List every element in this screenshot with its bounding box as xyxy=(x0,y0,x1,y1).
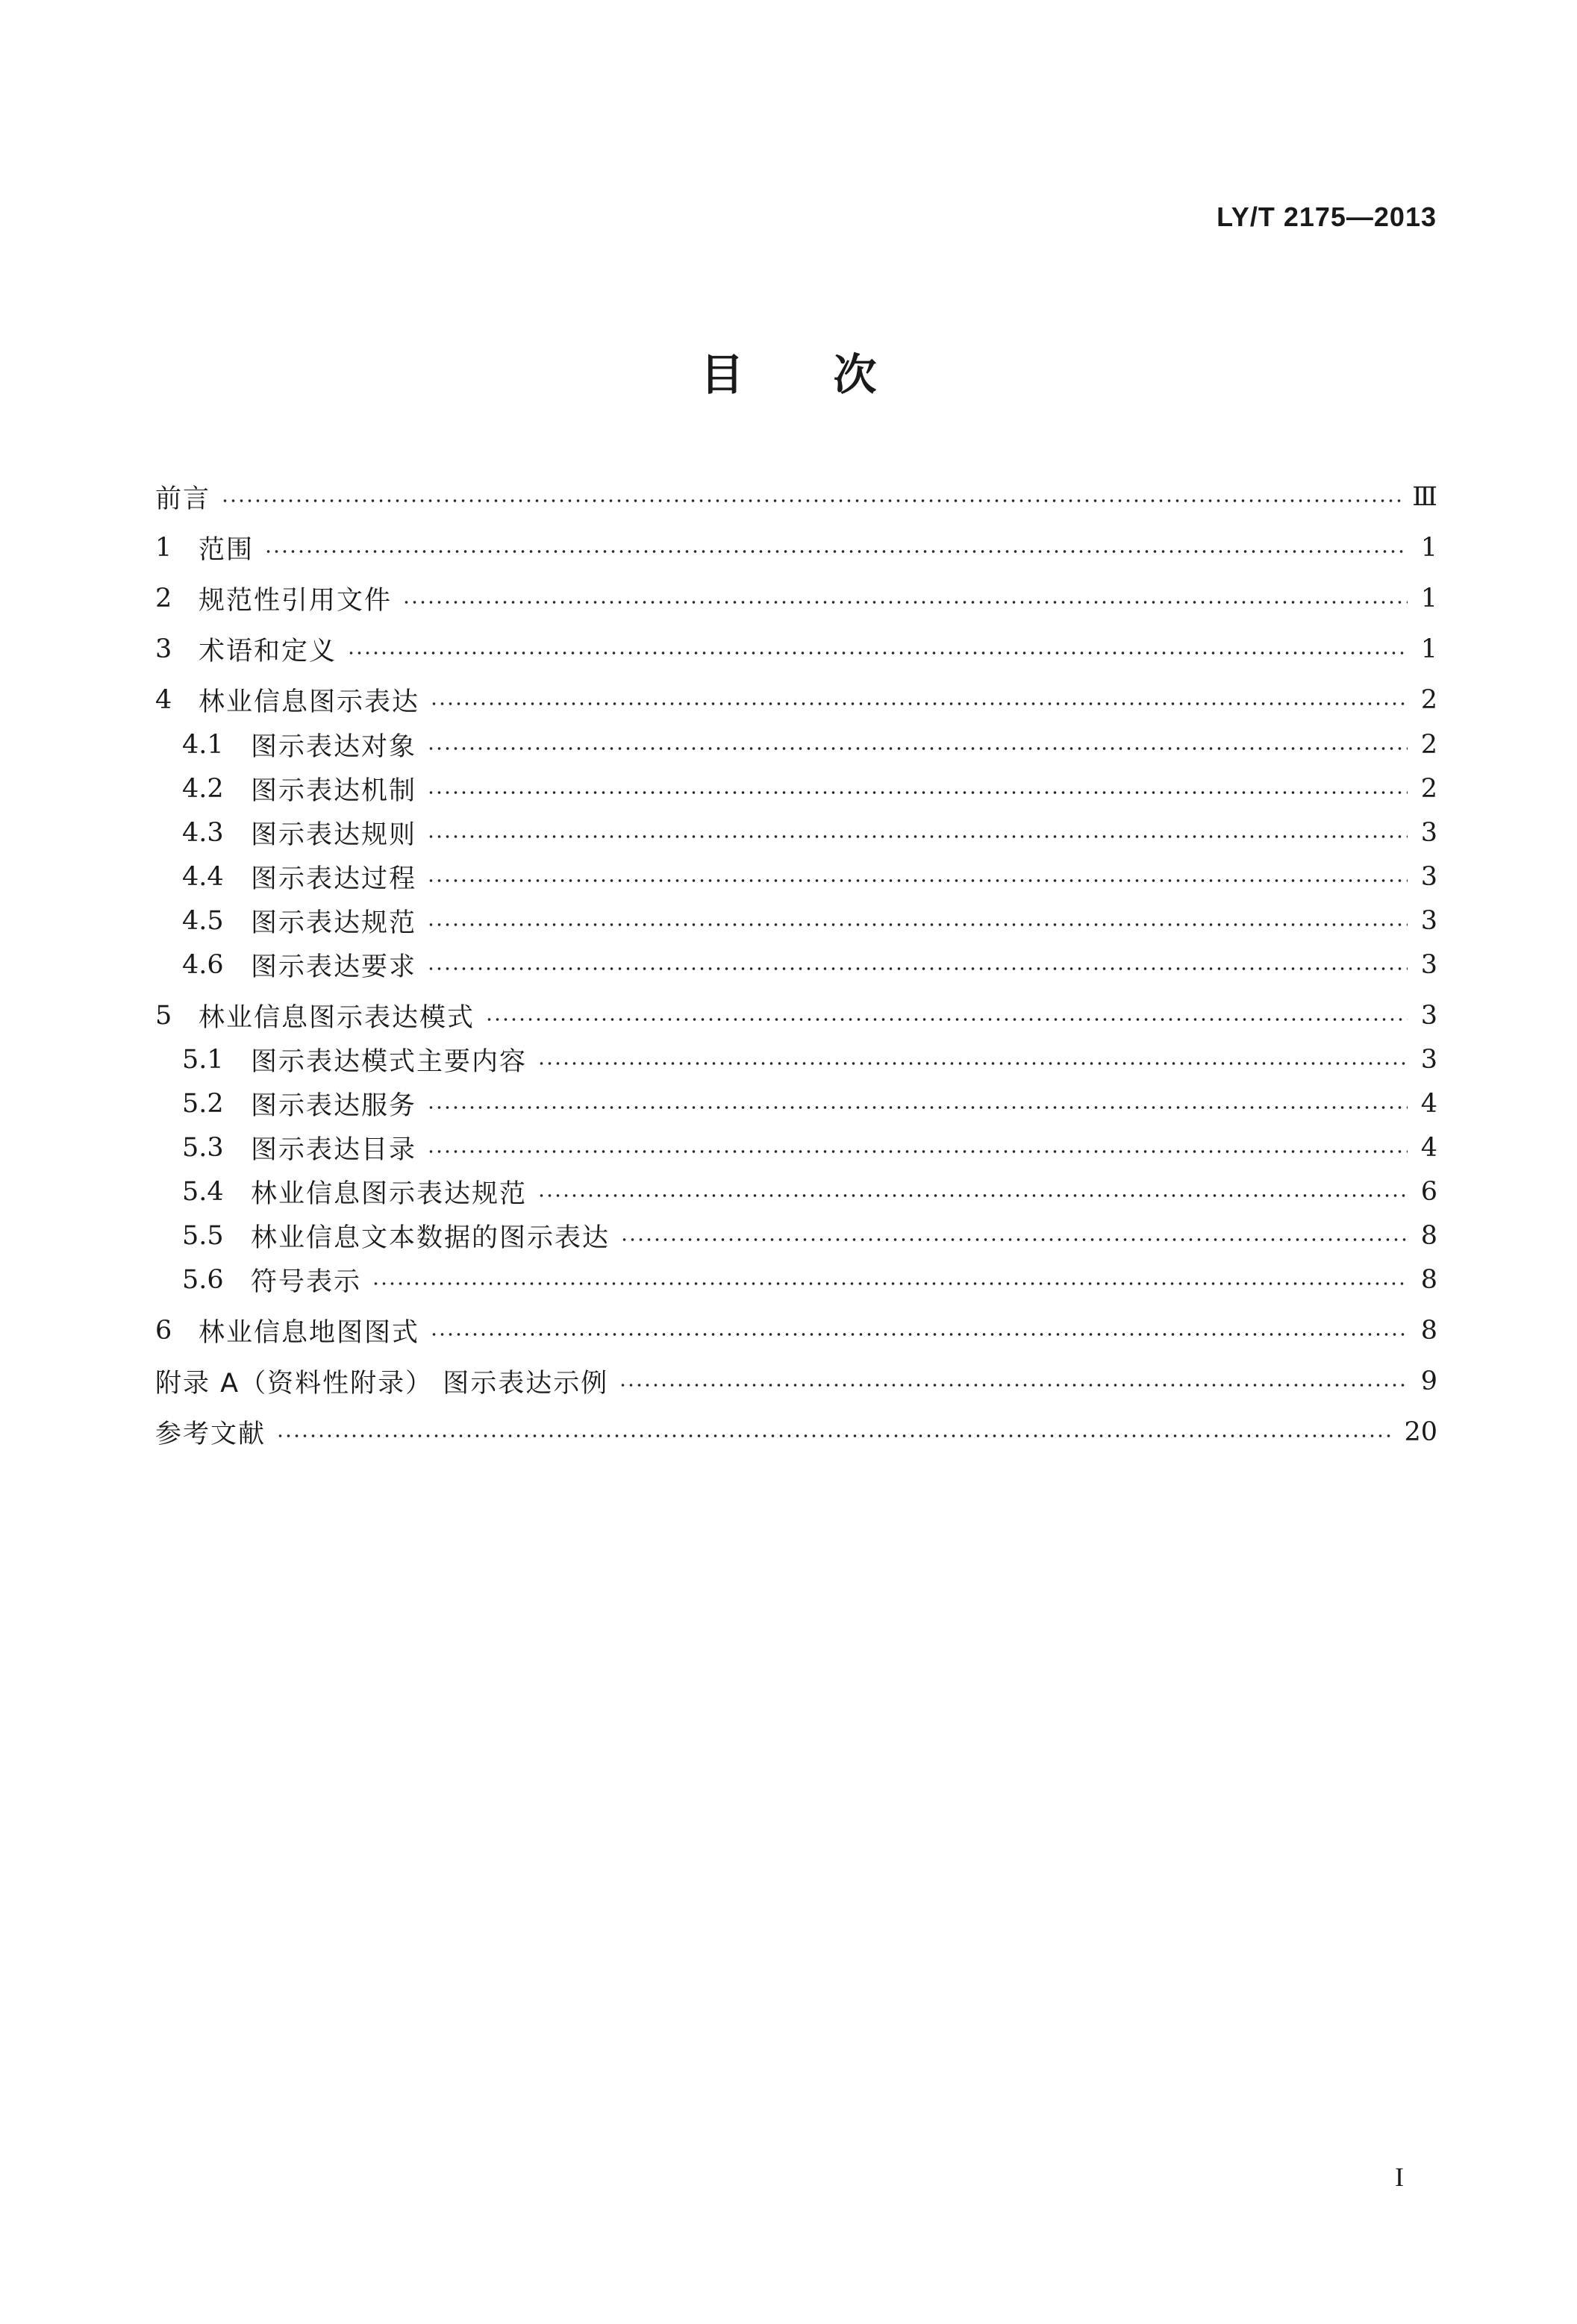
dot-leader xyxy=(372,1280,1408,1287)
toc-entry[interactable] xyxy=(155,681,1437,719)
toc-entry-page: 4 xyxy=(1420,1133,1437,1163)
toc-entry-page: 2 xyxy=(1420,774,1437,804)
toc-entry-label: 术语和定义 xyxy=(199,637,337,666)
toc-subentry[interactable] xyxy=(155,1172,1437,1211)
toc-subentry[interactable] xyxy=(155,1128,1437,1167)
toc-entry-page: 1 xyxy=(1420,634,1437,664)
dot-leader xyxy=(402,599,1408,606)
dot-leader xyxy=(620,1236,1408,1243)
dot-leader xyxy=(347,649,1408,657)
toc-entry-label: 图示表达机制 xyxy=(251,776,417,806)
toc-entry-page: 3 xyxy=(1420,862,1437,892)
toc-entry-number: 5.2 xyxy=(182,1089,224,1119)
toc-entry-number: 5.1 xyxy=(182,1045,224,1075)
dot-leader xyxy=(427,1148,1408,1155)
dot-leader xyxy=(619,1381,1408,1389)
toc-entry-number: 5.3 xyxy=(182,1133,224,1163)
dot-leader xyxy=(427,965,1408,972)
dot-leader xyxy=(276,1432,1393,1440)
toc-entry-page: 2 xyxy=(1420,730,1437,760)
dot-leader xyxy=(430,700,1408,707)
toc-entry-label: 范围 xyxy=(199,535,254,565)
toc-entry-number: 5 xyxy=(155,1001,172,1031)
toc-entry-label: 前言 xyxy=(155,484,211,514)
toc-entry-page: 3 xyxy=(1420,1045,1437,1075)
toc-entry-number: 5.4 xyxy=(182,1177,224,1207)
toc-entry-page: 6 xyxy=(1420,1177,1437,1207)
toc-entry-number: 4.1 xyxy=(182,730,224,760)
toc-entry[interactable] xyxy=(155,1311,1437,1350)
toc-entry-number: 3 xyxy=(155,634,172,664)
toc-subentry[interactable] xyxy=(155,1261,1437,1299)
dot-leader xyxy=(427,1104,1408,1111)
toc-entry-number: 4.6 xyxy=(182,950,224,980)
toc-entry-label: 图示表达规范 xyxy=(251,908,417,938)
toc-entry-number: 1 xyxy=(155,533,172,563)
toc-entry-number: 4 xyxy=(155,685,172,715)
dot-leader xyxy=(427,921,1408,928)
toc-entry[interactable] xyxy=(155,1413,1437,1452)
toc-entry-label: 林业信息图示表达模式 xyxy=(199,1003,475,1033)
toc-subentry[interactable] xyxy=(155,1084,1437,1123)
toc-entry-page: 9 xyxy=(1420,1366,1437,1396)
toc-entry[interactable] xyxy=(155,528,1437,567)
dot-leader xyxy=(427,745,1408,752)
toc-subentry[interactable] xyxy=(155,858,1437,896)
toc-entry-label: 林业信息图示表达规范 xyxy=(251,1179,528,1209)
toc-entry[interactable] xyxy=(155,579,1437,618)
toc-subentry[interactable] xyxy=(155,902,1437,940)
toc-entry-label: 图示表达服务 xyxy=(251,1091,417,1121)
toc-entry-label: 参考文献 xyxy=(155,1419,266,1449)
toc-entry-number: 4.2 xyxy=(182,774,224,804)
toc-entry-number: 5.6 xyxy=(182,1265,224,1295)
toc-entry-label: 林业信息地图图式 xyxy=(199,1318,420,1348)
dot-leader xyxy=(427,789,1408,796)
toc-entry-label: 图示表达对象 xyxy=(251,732,417,762)
toc-entry-page: 3 xyxy=(1420,906,1437,936)
toc-entry-label: 图示表达目录 xyxy=(251,1135,417,1165)
toc-entry-label: 林业信息图示表达 xyxy=(199,687,420,717)
toc-entry-page: 3 xyxy=(1420,818,1437,848)
standard-code: LY/T 2175—2013 xyxy=(1217,202,1437,232)
toc-title xyxy=(0,340,1577,402)
toc-entry-label: 附录 A（资料性附录） 图示表达示例 xyxy=(155,1369,609,1399)
toc-subentry[interactable] xyxy=(155,813,1437,852)
dot-leader xyxy=(485,1016,1408,1023)
toc-entry-label: 图示表达过程 xyxy=(251,864,417,894)
toc-entry-label: 图示表达规则 xyxy=(251,820,417,850)
dot-leader xyxy=(427,877,1408,884)
dot-leader xyxy=(537,1192,1408,1199)
toc-subentry[interactable] xyxy=(155,725,1437,764)
toc-entry-number: 6 xyxy=(155,1316,172,1346)
toc-entry-page: 8 xyxy=(1420,1265,1437,1295)
toc-entry-page: 1 xyxy=(1420,584,1437,613)
toc-entry[interactable] xyxy=(155,630,1437,669)
toc-entry-label: 规范性引用文件 xyxy=(199,586,393,616)
toc-entry-page: 4 xyxy=(1420,1089,1437,1119)
toc-entry-label: 图示表达要求 xyxy=(251,952,417,982)
toc-entry-page: Ⅲ xyxy=(1412,482,1437,512)
toc-entry-page: 2 xyxy=(1420,685,1437,715)
toc-entry-page: 1 xyxy=(1420,533,1437,563)
dot-leader xyxy=(264,548,1408,555)
toc-entry[interactable] xyxy=(155,1362,1437,1401)
toc-entry-number: 4.5 xyxy=(182,906,224,936)
toc-entry[interactable] xyxy=(155,996,1437,1035)
dot-leader xyxy=(221,497,1402,505)
toc-subentry[interactable] xyxy=(155,946,1437,984)
toc-entry-number: 5.5 xyxy=(182,1221,224,1251)
toc-subentry[interactable] xyxy=(155,1216,1437,1255)
dot-leader xyxy=(537,1060,1408,1067)
toc-entry-number: 2 xyxy=(155,584,172,613)
toc-subentry[interactable] xyxy=(155,1040,1437,1079)
toc-subentry[interactable] xyxy=(155,769,1437,808)
toc-entry-page: 3 xyxy=(1420,950,1437,980)
toc-entry[interactable] xyxy=(155,478,1437,516)
dot-leader xyxy=(430,1331,1408,1338)
toc-entry-label: 图示表达模式主要内容 xyxy=(251,1047,528,1077)
toc-entry-label: 林业信息文本数据的图示表达 xyxy=(251,1223,610,1253)
toc-entry-page: 8 xyxy=(1420,1316,1437,1346)
toc-entry-page: 20 xyxy=(1404,1417,1437,1447)
toc-entry-number: 4.4 xyxy=(182,862,224,892)
toc-entry-number: 4.3 xyxy=(182,818,224,848)
toc-entry-label: 符号表示 xyxy=(251,1267,362,1297)
toc-entry-page: 3 xyxy=(1420,1001,1437,1031)
page-number: I xyxy=(1395,2162,1404,2192)
dot-leader xyxy=(427,833,1408,840)
toc-entry-page: 8 xyxy=(1420,1221,1437,1251)
toc-title-char-2: 次 xyxy=(833,349,877,400)
toc-title-char-1: 目 xyxy=(700,349,744,400)
